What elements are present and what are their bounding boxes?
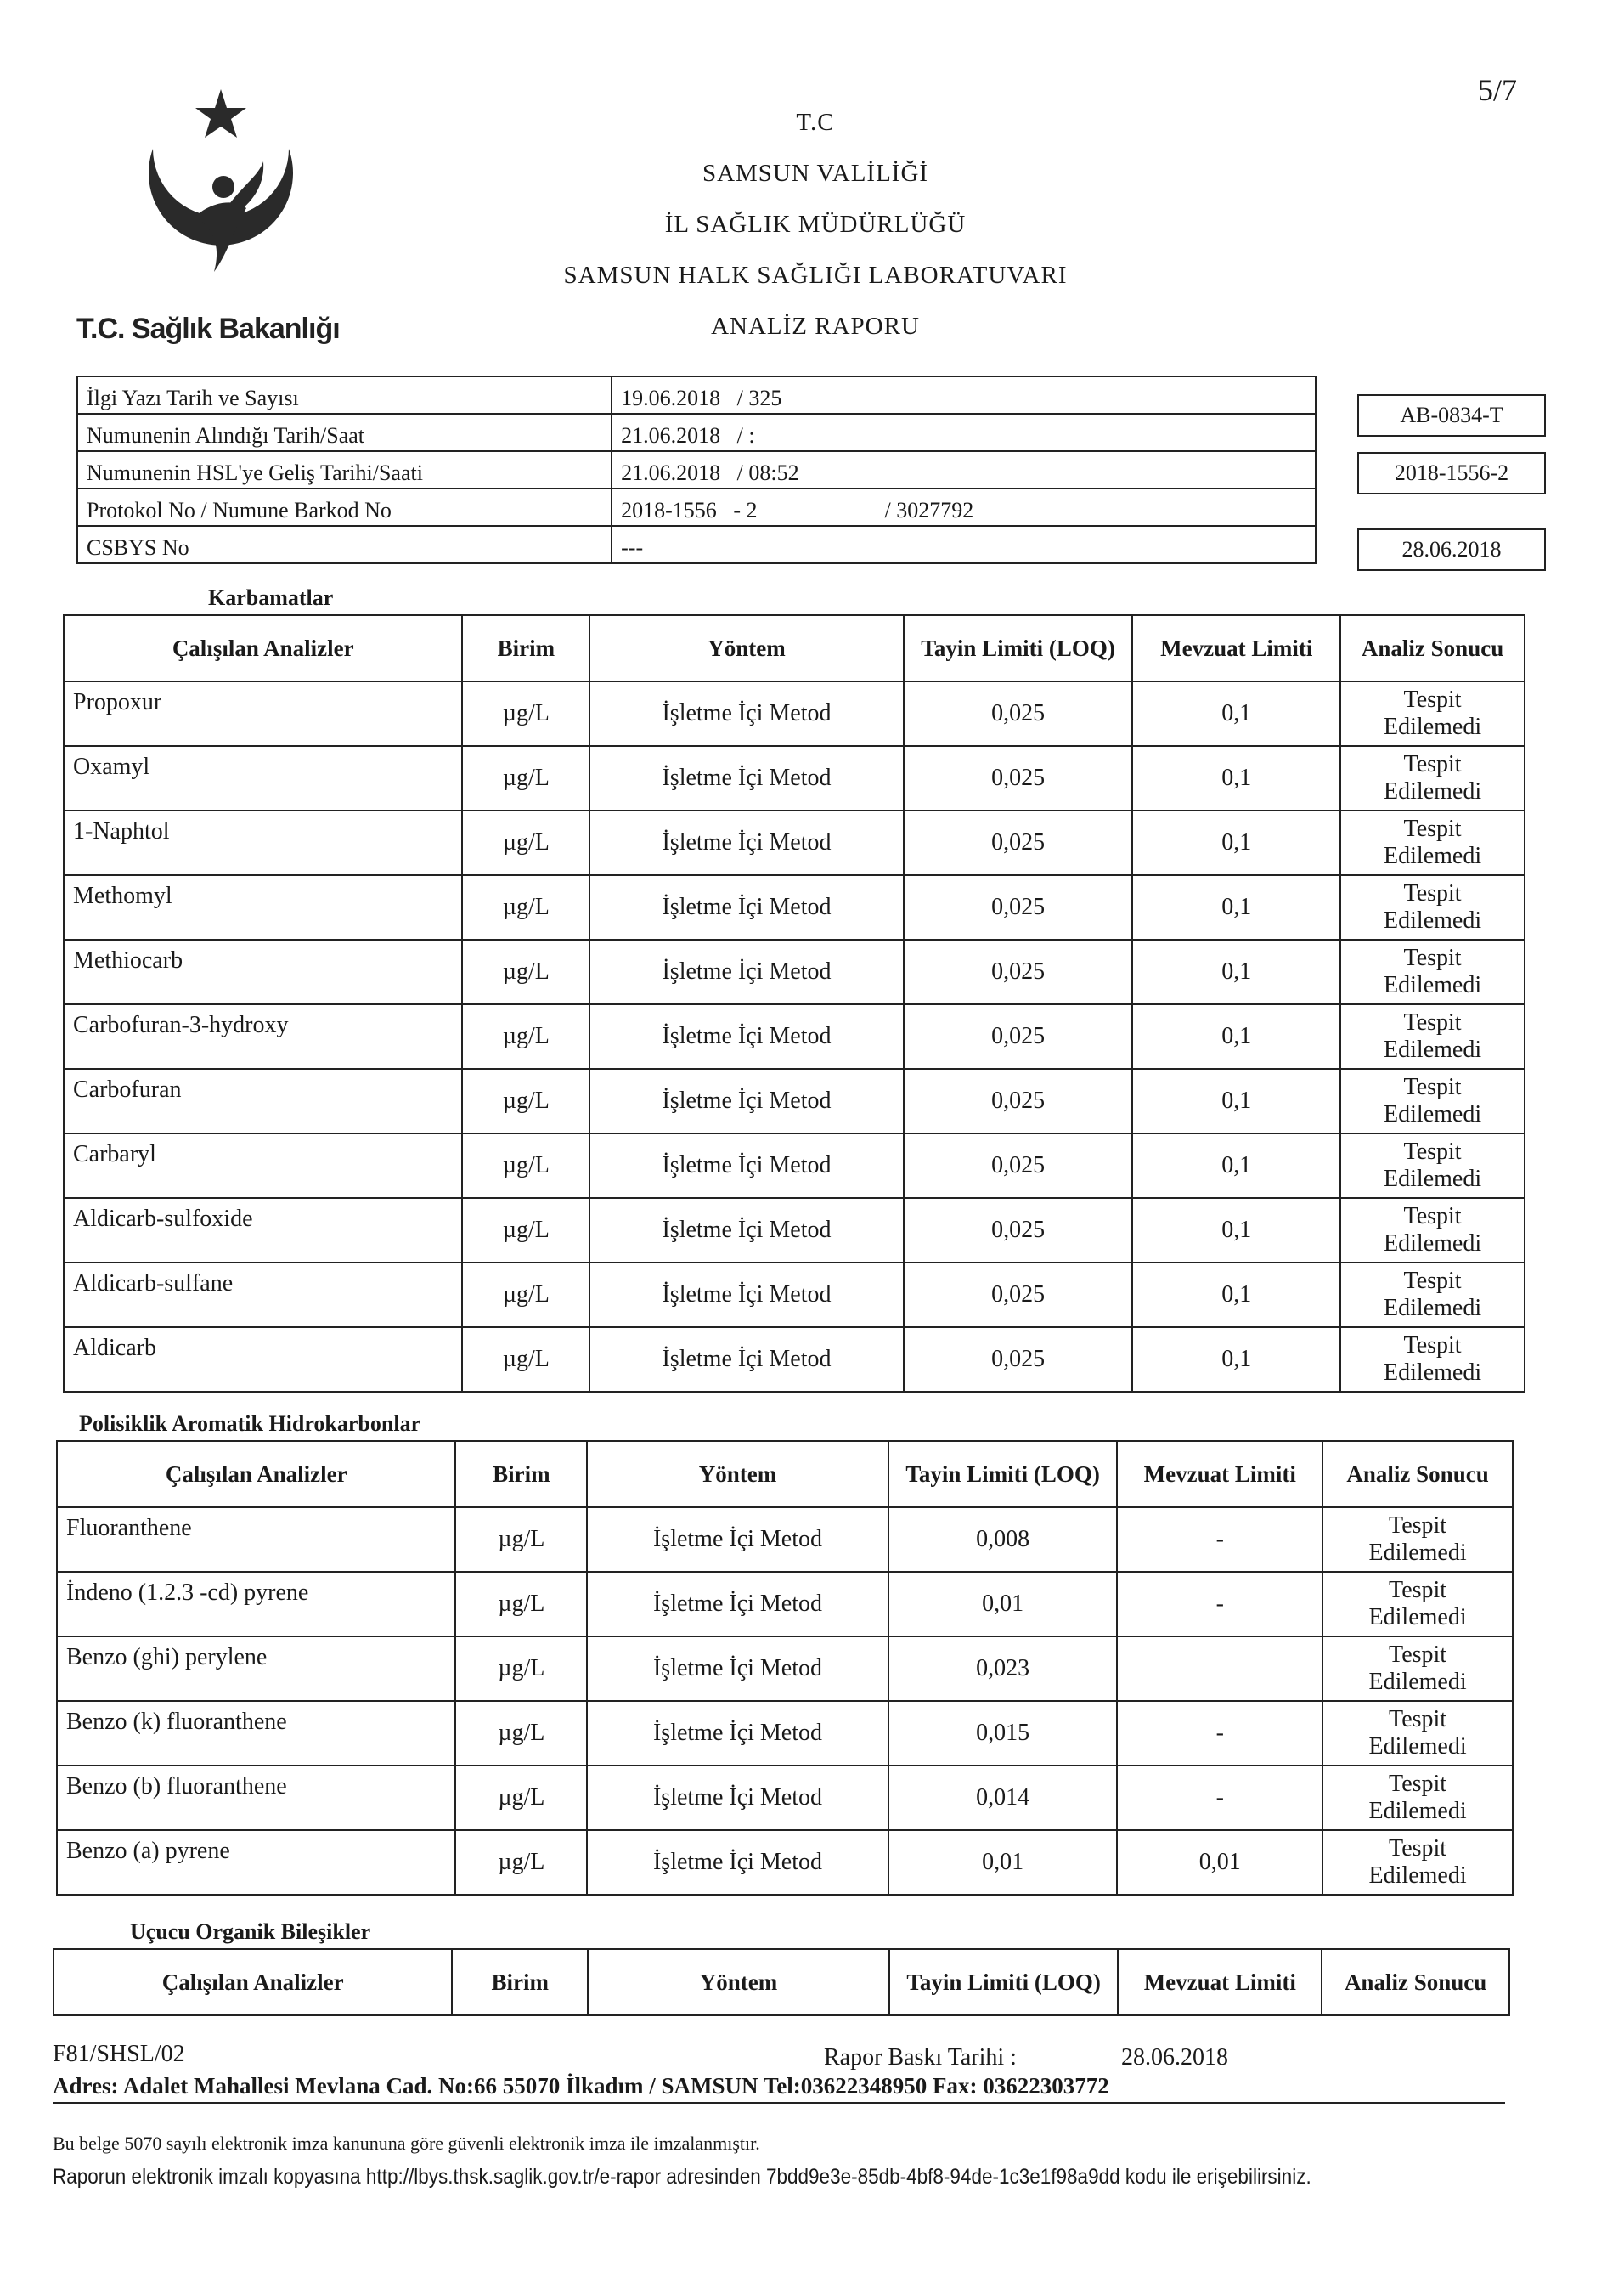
loq: 0,025	[904, 1069, 1133, 1133]
star-icon	[195, 89, 246, 138]
ministry-logo	[119, 81, 323, 336]
col-analysis: Çalışılan Analizler	[57, 1441, 455, 1507]
result: Tespit Edilemedi	[1322, 1766, 1513, 1830]
loq: 0,008	[888, 1507, 1118, 1572]
result: Tespit Edilemedi	[1322, 1701, 1513, 1766]
loq: 0,025	[904, 1327, 1133, 1392]
info-value: 2018-1556 - 2 / 3027792	[612, 489, 1316, 526]
limit: 0,1	[1132, 681, 1340, 746]
info-label: Protokol No / Numune Barkod No	[77, 489, 612, 526]
method: İşletme İçi Metod	[587, 1572, 888, 1636]
info-row	[77, 489, 1316, 526]
unit: µg/L	[462, 1263, 589, 1327]
table-row	[64, 1133, 1525, 1198]
unit: µg/L	[462, 1133, 589, 1198]
col-unit: Birim	[455, 1441, 587, 1507]
unit: µg/L	[462, 875, 589, 940]
col-loq: Tayin Limiti (LOQ)	[889, 1949, 1119, 2015]
logo-text: T.C. Sağlık Bakanlığı	[76, 313, 340, 345]
table-row	[64, 1198, 1525, 1263]
method: İşletme İçi Metod	[589, 1327, 904, 1392]
col-limit: Mevzuat Limiti	[1118, 1949, 1322, 2015]
table-row	[64, 1327, 1525, 1392]
result: Tespit Edilemedi	[1340, 681, 1525, 746]
sample-info-table	[76, 376, 1317, 564]
unit: µg/L	[455, 1766, 587, 1830]
method: İşletme İçi Metod	[587, 1830, 888, 1895]
unit: µg/L	[462, 1327, 589, 1392]
result: Tespit Edilemedi	[1322, 1830, 1513, 1895]
header-line-1: T.C	[796, 109, 835, 136]
table-header	[64, 615, 1525, 681]
unit: µg/L	[462, 746, 589, 811]
info-row	[77, 451, 1316, 489]
loq: 0,025	[904, 940, 1133, 1004]
limit	[1117, 1636, 1322, 1701]
loq: 0,025	[904, 1263, 1133, 1327]
analysis-name: Benzo (ghi) perylene	[57, 1636, 455, 1701]
limit: 0,1	[1132, 1327, 1340, 1392]
col-unit: Birim	[452, 1949, 588, 2015]
table-row	[64, 1069, 1525, 1133]
unit: µg/L	[455, 1830, 587, 1895]
col-limit: Mevzuat Limiti	[1132, 615, 1340, 681]
pah-table	[56, 1404, 1514, 1896]
method: İşletme İçi Metod	[587, 1636, 888, 1701]
unit: µg/L	[455, 1507, 587, 1572]
analysis-name: İndeno (1.2.3 -cd) pyrene	[57, 1572, 455, 1636]
col-unit: Birim	[462, 615, 589, 681]
method: İşletme İçi Metod	[589, 940, 904, 1004]
loq: 0,025	[904, 1133, 1133, 1198]
limit: -	[1117, 1701, 1322, 1766]
unit: µg/L	[462, 811, 589, 875]
result: Tespit Edilemedi	[1340, 1263, 1525, 1327]
table-row	[64, 811, 1525, 875]
table-row	[57, 1701, 1513, 1766]
col-analysis: Çalışılan Analizler	[54, 1949, 452, 2015]
table-row	[64, 746, 1525, 811]
result: Tespit Edilemedi	[1340, 746, 1525, 811]
info-label: Numunenin Alındığı Tarih/Saat	[77, 414, 612, 451]
analysis-name: Benzo (k) fluoranthene	[57, 1701, 455, 1766]
analysis-name: Carbaryl	[64, 1133, 462, 1198]
carbamates-table	[63, 578, 1525, 1393]
analysis-name: Methiocarb	[64, 940, 462, 1004]
limit: 0,1	[1132, 1198, 1340, 1263]
info-row	[77, 526, 1316, 563]
limit: 0,01	[1117, 1830, 1322, 1895]
signature-note: Bu belge 5070 sayılı elektronik imza kanununa göre güvenli elektronik imza ile imzalanmıştır.	[53, 2133, 760, 2154]
loq: 0,025	[904, 1198, 1133, 1263]
limit: -	[1117, 1572, 1322, 1636]
info-label: CSBYS No	[77, 526, 612, 563]
analysis-name: 1-Naphtol	[64, 811, 462, 875]
method: İşletme İçi Metod	[589, 746, 904, 811]
unit: µg/L	[462, 1069, 589, 1133]
method: İşletme İçi Metod	[589, 1069, 904, 1133]
limit: 0,1	[1132, 940, 1340, 1004]
method: İşletme İçi Metod	[587, 1507, 888, 1572]
section-title-voc: Uçucu Organik Bileşikler	[54, 1912, 1509, 1949]
footer-divider	[53, 2102, 1505, 2104]
method: İşletme İçi Metod	[587, 1701, 888, 1766]
col-method: Yöntem	[587, 1441, 888, 1507]
loq: 0,014	[888, 1766, 1118, 1830]
limit: -	[1117, 1766, 1322, 1830]
loq: 0,015	[888, 1701, 1118, 1766]
col-result: Analiz Sonucu	[1340, 615, 1525, 681]
result: Tespit Edilemedi	[1340, 940, 1525, 1004]
result: Tespit Edilemedi	[1322, 1636, 1513, 1701]
limit: 0,1	[1132, 875, 1340, 940]
analysis-name: Oxamyl	[64, 746, 462, 811]
header-line-2: SAMSUN VALİLİĞİ	[702, 160, 929, 187]
result: Tespit Edilemedi	[1340, 1198, 1525, 1263]
limit: 0,1	[1132, 1133, 1340, 1198]
result: Tespit Edilemedi	[1340, 1004, 1525, 1069]
unit: µg/L	[462, 940, 589, 1004]
table-row	[64, 681, 1525, 746]
table-row	[64, 875, 1525, 940]
header-line-5: ANALİZ RAPORU	[711, 313, 920, 340]
method: İşletme İçi Metod	[589, 811, 904, 875]
result: Tespit Edilemedi	[1322, 1507, 1513, 1572]
loq: 0,023	[888, 1636, 1118, 1701]
method: İşletme İçi Metod	[589, 1198, 904, 1263]
table-row	[57, 1636, 1513, 1701]
analysis-name: Fluoranthene	[57, 1507, 455, 1572]
limit: 0,1	[1132, 1004, 1340, 1069]
unit: µg/L	[462, 681, 589, 746]
col-loq: Tayin Limiti (LOQ)	[904, 615, 1133, 681]
table-row	[57, 1507, 1513, 1572]
limit: 0,1	[1132, 1069, 1340, 1133]
verify-note: Raporun elektronik imzalı kopyasına http://lbys.thsk.saglik.gov.tr/e-rapor adresinden 7bdd9e3e-85db-4bf8-94de-1c3e1f98a9dd kodu ile erişebilirsiniz.	[53, 2165, 1311, 2189]
result: Tespit Edilemedi	[1322, 1572, 1513, 1636]
analysis-name: Aldicarb-sulfoxide	[64, 1198, 462, 1263]
form-code: F81/SHSL/02	[53, 2041, 185, 2067]
result: Tespit Edilemedi	[1340, 811, 1525, 875]
table-row	[64, 1263, 1525, 1327]
analysis-name: Aldicarb	[64, 1327, 462, 1392]
analysis-name: Carbofuran	[64, 1069, 462, 1133]
col-loq: Tayin Limiti (LOQ)	[888, 1441, 1118, 1507]
col-method: Yöntem	[589, 615, 904, 681]
col-analysis: Çalışılan Analizler	[64, 615, 462, 681]
method: İşletme İçi Metod	[589, 1263, 904, 1327]
loq: 0,01	[888, 1830, 1118, 1895]
print-date-label: Rapor Baskı Tarihi :	[824, 2044, 1017, 2071]
col-result: Analiz Sonucu	[1322, 1949, 1509, 2015]
table-row	[64, 940, 1525, 1004]
method: İşletme İçi Metod	[589, 1133, 904, 1198]
table-header	[54, 1949, 1509, 2015]
unit: µg/L	[455, 1701, 587, 1766]
info-value: 19.06.2018 / 325	[612, 376, 1316, 414]
unit: µg/L	[455, 1572, 587, 1636]
header-line-4: SAMSUN HALK SAĞLIĞI LABORATUVARI	[563, 262, 1068, 289]
analysis-name: Methomyl	[64, 875, 462, 940]
loq: 0,025	[904, 681, 1133, 746]
result: Tespit Edilemedi	[1340, 875, 1525, 940]
voc-table	[53, 1912, 1510, 2016]
loq: 0,01	[888, 1572, 1118, 1636]
col-result: Analiz Sonucu	[1322, 1441, 1513, 1507]
analysis-name: Benzo (a) pyrene	[57, 1830, 455, 1895]
result: Tespit Edilemedi	[1340, 1327, 1525, 1392]
info-value: 21.06.2018 / 08:52	[612, 451, 1316, 489]
loq: 0,025	[904, 875, 1133, 940]
limit: 0,1	[1132, 811, 1340, 875]
section-title-pah: Polisiklik Aromatik Hidrokarbonlar	[57, 1404, 1513, 1441]
unit: µg/L	[462, 1004, 589, 1069]
unit: µg/L	[455, 1636, 587, 1701]
sample-code: 2018-1556-2	[1357, 452, 1546, 494]
print-date: 28.06.2018	[1121, 2044, 1228, 2071]
analysis-name: Carbofuran-3-hydroxy	[64, 1004, 462, 1069]
col-method: Yöntem	[588, 1949, 889, 2015]
limit: 0,1	[1132, 1263, 1340, 1327]
limit: -	[1117, 1507, 1322, 1572]
method: İşletme İçi Metod	[589, 681, 904, 746]
section-title-carbamates: Karbamatlar	[64, 578, 1525, 615]
table-row	[57, 1766, 1513, 1830]
result: Tespit Edilemedi	[1340, 1133, 1525, 1198]
table-row	[57, 1830, 1513, 1895]
col-limit: Mevzuat Limiti	[1117, 1441, 1322, 1507]
result: Tespit Edilemedi	[1340, 1069, 1525, 1133]
page-number: 5/7	[1478, 73, 1518, 107]
method: İşletme İçi Metod	[589, 875, 904, 940]
info-row	[77, 414, 1316, 451]
info-value: 21.06.2018 / :	[612, 414, 1316, 451]
method: İşletme İçi Metod	[589, 1004, 904, 1069]
unit: µg/L	[462, 1198, 589, 1263]
address: Adres: Adalet Mahallesi Mevlana Cad. No:66 55070 İlkadım / SAMSUN Tel:03622348950 Fax: 03622303772	[53, 2073, 1109, 2099]
loq: 0,025	[904, 1004, 1133, 1069]
table-row	[64, 1004, 1525, 1069]
report-code: AB-0834-T	[1357, 394, 1546, 437]
report-date: 28.06.2018	[1357, 528, 1546, 571]
analysis-name: Benzo (b) fluoranthene	[57, 1766, 455, 1830]
analysis-name: Propoxur	[64, 681, 462, 746]
method: İşletme İçi Metod	[587, 1766, 888, 1830]
table-row	[57, 1572, 1513, 1636]
info-value: ---	[612, 526, 1316, 563]
info-label: İlgi Yazı Tarih ve Sayısı	[77, 376, 612, 414]
analysis-name: Aldicarb-sulfane	[64, 1263, 462, 1327]
info-label: Numunenin HSL'ye Geliş Tarihi/Saati	[77, 451, 612, 489]
info-row	[77, 376, 1316, 414]
loq: 0,025	[904, 811, 1133, 875]
header-line-3: İL SAĞLIK MÜDÜRLÜĞÜ	[664, 211, 967, 238]
limit: 0,1	[1132, 746, 1340, 811]
table-header	[57, 1441, 1513, 1507]
loq: 0,025	[904, 746, 1133, 811]
